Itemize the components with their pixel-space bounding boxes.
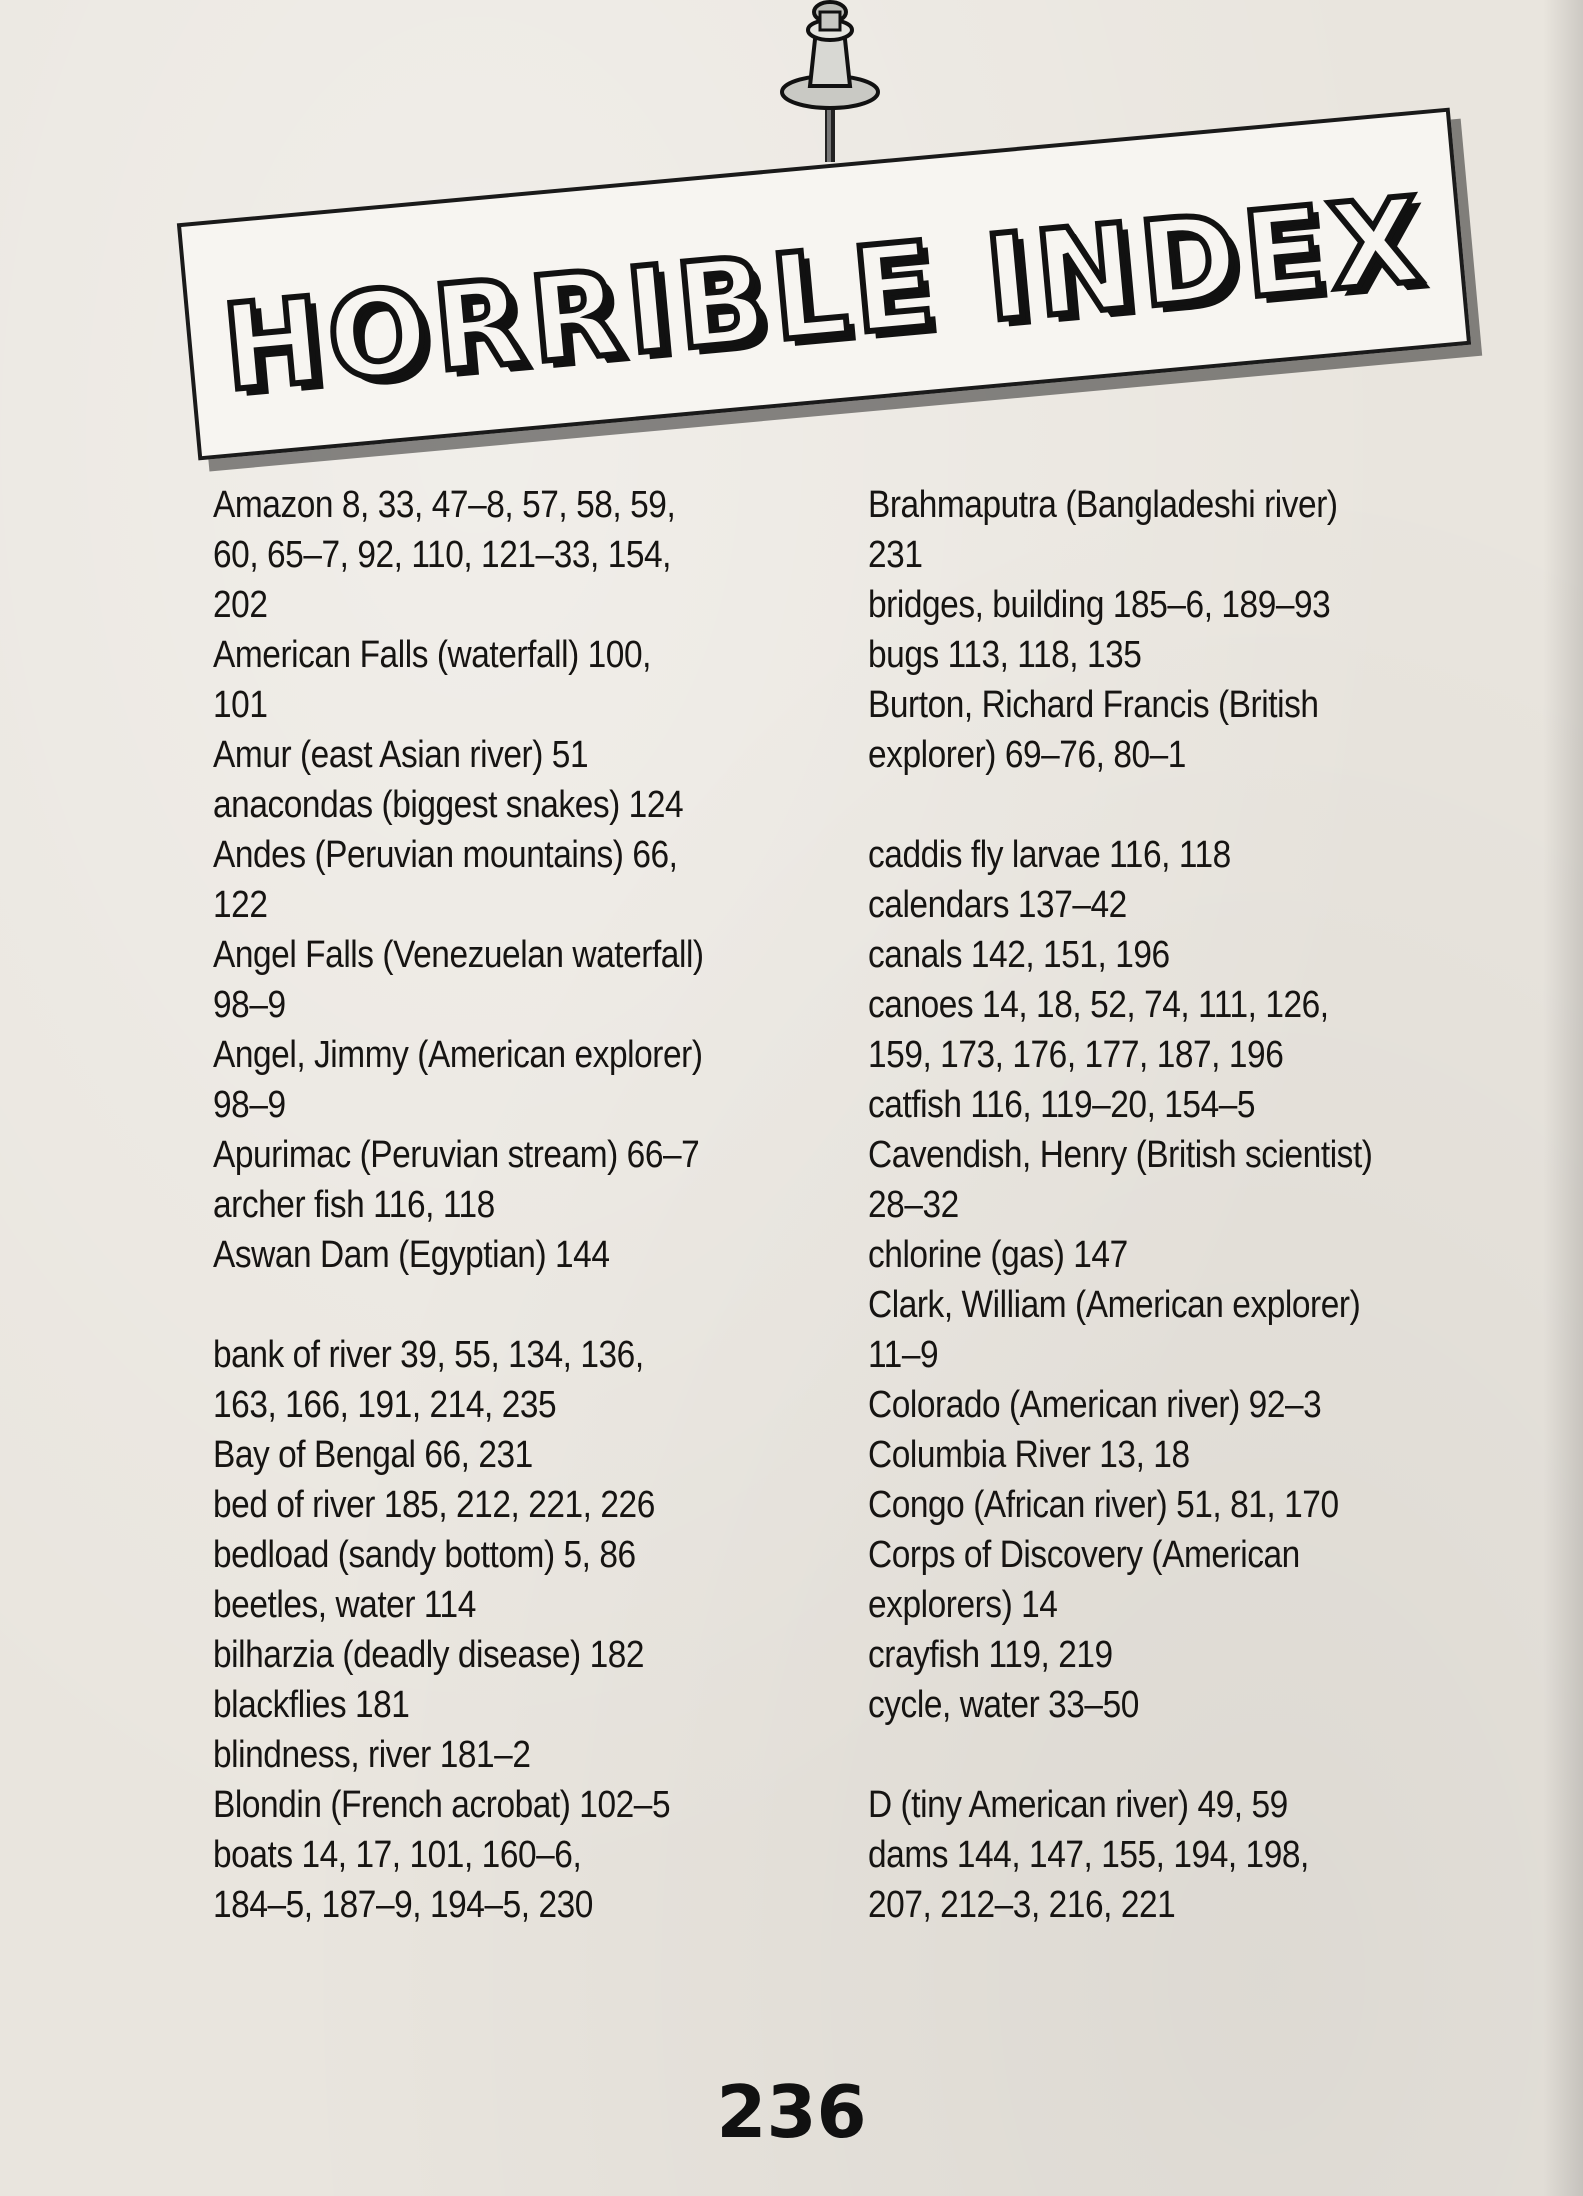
index-entry <box>213 1480 776 1530</box>
index-entry-line: blindness, river 181–2 <box>213 1734 531 1776</box>
index-entry <box>868 1080 1449 1130</box>
index-entry-line: blackflies 181 <box>213 1684 410 1726</box>
index-entry <box>213 730 776 780</box>
index-entry <box>213 830 776 930</box>
index-entry-line: Amazon 8, 33, 47–8, 57, 58, 59, <box>213 484 676 526</box>
index-entry <box>868 830 1449 880</box>
index-entry-line: archer fish 116, 118 <box>213 1184 495 1226</box>
letter-group-spacer <box>868 780 1449 830</box>
index-entry-line: Brahmaputra (Bangladeshi river) <box>868 484 1338 526</box>
index-entry-line: boats 14, 17, 101, 160–6, <box>213 1834 582 1876</box>
index-column-right <box>868 480 1449 1930</box>
index-entry-line: 60, 65–7, 92, 110, 121–33, 154, <box>213 534 672 576</box>
index-entry-line: anacondas (biggest snakes) 124 <box>213 784 684 826</box>
index-entry <box>868 980 1449 1080</box>
index-entry <box>868 1280 1449 1380</box>
index-entry-line: 159, 173, 176, 177, 187, 196 <box>868 1034 1284 1076</box>
index-entry <box>868 1530 1449 1630</box>
index-entry <box>213 630 776 730</box>
index-entry-line: canoes 14, 18, 52, 74, 111, 126, <box>868 984 1329 1026</box>
index-entry-line: explorers) 14 <box>868 1584 1058 1626</box>
index-entry-line: canals 142, 151, 196 <box>868 934 1170 976</box>
index-entry-line: Cavendish, Henry (British scientist) <box>868 1134 1373 1176</box>
letter-group-spacer <box>868 1730 1449 1780</box>
index-entry-line: Blondin (French acrobat) 102–5 <box>213 1784 671 1826</box>
index-columns <box>0 480 1583 1980</box>
index-entry-line: 184–5, 187–9, 194–5, 230 <box>213 1884 593 1926</box>
index-entry-line: 28–32 <box>868 1184 959 1226</box>
index-entry-line: dams 144, 147, 155, 194, 198, <box>868 1834 1309 1876</box>
index-entry-line: Colorado (American river) 92–3 <box>868 1384 1322 1426</box>
index-entry-line: Congo (African river) 51, 81, 170 <box>868 1484 1339 1526</box>
index-entry <box>213 1330 776 1430</box>
index-entry-line: bed of river 185, 212, 221, 226 <box>213 1484 655 1526</box>
index-entry <box>213 1230 776 1280</box>
pushpin-icon <box>770 0 890 170</box>
page-title: HORRIBLE INDEX <box>217 170 1433 418</box>
index-entry <box>213 1430 776 1480</box>
index-entry <box>213 1680 776 1730</box>
index-entry-line: bugs 113, 118, 135 <box>868 634 1142 676</box>
index-entry-line: 231 <box>868 534 923 576</box>
index-entry-line: 101 <box>213 684 268 726</box>
index-entry-line: Angel Falls (Venezuelan waterfall) <box>213 934 704 976</box>
index-entry <box>868 480 1449 580</box>
index-entry-line: 202 <box>213 584 268 626</box>
index-entry-line: crayfish 119, 219 <box>868 1634 1113 1676</box>
index-entry <box>213 480 776 630</box>
index-entry-line: Angel, Jimmy (American explorer) <box>213 1034 703 1076</box>
index-entry <box>868 1630 1449 1680</box>
index-entry <box>868 630 1449 680</box>
index-entry-line: Corps of Discovery (American <box>868 1534 1300 1576</box>
index-entry-line: bridges, building 185–6, 189–93 <box>868 584 1331 626</box>
index-entry-line: Aswan Dam (Egyptian) 144 <box>213 1234 610 1276</box>
index-entry-line: bank of river 39, 55, 134, 136, <box>213 1334 644 1376</box>
index-entry <box>868 1480 1449 1530</box>
index-entry-line: Amur (east Asian river) 51 <box>213 734 589 776</box>
index-entry-line: catfish 116, 119–20, 154–5 <box>868 1084 1256 1126</box>
index-entry-line: chlorine (gas) 147 <box>868 1234 1128 1276</box>
index-entry-line: Apurimac (Peruvian stream) 66–7 <box>213 1134 700 1176</box>
index-entry <box>868 1130 1449 1230</box>
index-entry-line: D (tiny American river) 49, 59 <box>868 1784 1288 1826</box>
index-entry-line: Burton, Richard Francis (British <box>868 684 1319 726</box>
index-entry-line: bedload (sandy bottom) 5, 86 <box>213 1534 636 1576</box>
index-entry-line: explorer) 69–76, 80–1 <box>868 734 1186 776</box>
letter-group-spacer <box>213 1280 776 1330</box>
index-entry <box>868 880 1449 930</box>
index-entry <box>213 1030 776 1130</box>
index-entry <box>868 1230 1449 1280</box>
index-entry <box>868 1780 1449 1830</box>
index-entry <box>213 1580 776 1630</box>
index-entry-line: Columbia River 13, 18 <box>868 1434 1190 1476</box>
index-column-left <box>213 480 776 1930</box>
index-entry-line: calendars 137–42 <box>868 884 1127 926</box>
index-entry-line: beetles, water 114 <box>213 1584 476 1626</box>
index-entry <box>868 1380 1449 1430</box>
index-entry-line: 11–9 <box>868 1334 939 1376</box>
index-entry <box>213 1130 776 1180</box>
index-entry <box>868 580 1449 630</box>
index-entry <box>213 1830 776 1930</box>
index-entry-line: bilharzia (deadly disease) 182 <box>213 1634 645 1676</box>
index-entry <box>213 1530 776 1580</box>
index-entry-line: Clark, William (American explorer) <box>868 1284 1361 1326</box>
index-entry <box>213 780 776 830</box>
index-entry-line: caddis fly larvae 116, 118 <box>868 834 1231 876</box>
index-entry-line: 122 <box>213 884 268 926</box>
index-entry <box>868 930 1449 980</box>
index-entry <box>213 1180 776 1230</box>
index-entry-line: 163, 166, 191, 214, 235 <box>213 1384 557 1426</box>
index-entry-line: 207, 212–3, 216, 221 <box>868 1884 1176 1926</box>
index-entry-line: Bay of Bengal 66, 231 <box>213 1434 533 1476</box>
index-entry-line: 98–9 <box>213 984 286 1026</box>
index-entry <box>213 1730 776 1780</box>
index-entry <box>868 680 1449 780</box>
index-entry <box>213 1630 776 1680</box>
index-entry <box>868 1430 1449 1480</box>
index-entry <box>213 1780 776 1830</box>
index-entry-line: 98–9 <box>213 1084 286 1126</box>
page-number: 236 <box>716 2070 867 2154</box>
index-entry <box>868 1680 1449 1730</box>
index-entry <box>868 1830 1449 1930</box>
index-entry-line: Andes (Peruvian mountains) 66, <box>213 834 678 876</box>
index-entry-line: cycle, water 33–50 <box>868 1684 1139 1726</box>
index-entry-line: American Falls (waterfall) 100, <box>213 634 651 676</box>
index-entry <box>213 930 776 1030</box>
